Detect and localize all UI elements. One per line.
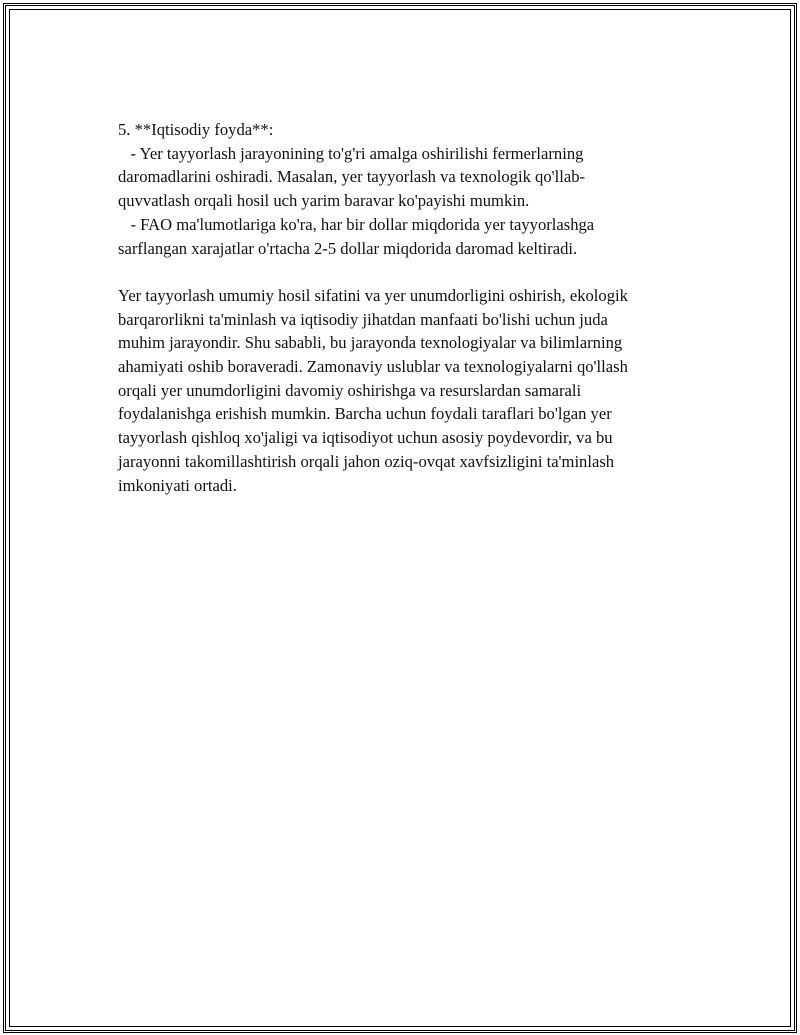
bullet-1-line: - Yer tayyorlash jarayonining to'g'ri amalga oshirilishi fermerlarning: [118, 143, 584, 163]
conclusion-line: orqali yer unumdorligini davomiy oshirishga va resurslardan samarali: [118, 380, 582, 400]
conclusion-line: foydalanishga erishish mumkin. Barcha uchun foydali taraflari bo'lgan yer: [118, 404, 612, 424]
conclusion-line: muhim jarayondir. Shu sababli, bu jarayonda texnologiyalar va bilimlarning: [118, 333, 623, 353]
bullet-1-line: quvvatlash orqali hosil uch yarim baravar ko'payishi mumkin.: [118, 191, 530, 211]
section-heading: 5. **Iqtisodiy foyda**:: [118, 120, 274, 139]
conclusion-line: ahamiyati oshib boraveradi. Zamonaviy uslublar va texnologiyalarni qo'llash: [118, 357, 628, 377]
conclusion-line: tayyorlash qishloq xo'jaligi va iqtisodiyot uchun asosiy poydevordir, va bu: [118, 428, 613, 448]
paragraph-gap: [118, 260, 678, 284]
document-body: [118, 118, 678, 497]
conclusion-line: jarayonni takomillashtirish orqali jahon oziq-ovqat xavfsizligini ta'minlash: [118, 451, 615, 471]
bullet-1-line: daromadlarini oshiradi. Masalan, yer tayyorlash va texnologik qo'llab-: [118, 167, 586, 187]
bullet-2-line: sarflangan xarajatlar o'rtacha 2-5 dollar miqdorida daromad keltiradi.: [118, 238, 578, 258]
conclusion-line: imkoniyati ortadi.: [118, 475, 237, 495]
bullet-2-line: - FAO ma'lumotlariga ko'ra, har bir dollar miqdorida yer tayyorlashga: [118, 214, 595, 234]
conclusion-line: Yer tayyorlash umumiy hosil sifatini va yer unumdorligini oshirish, ekologik: [118, 285, 628, 305]
conclusion-line: barqarorlikni ta'minlash va iqtisodiy jihatdan manfaati bo'lishi uchun juda: [118, 309, 608, 329]
